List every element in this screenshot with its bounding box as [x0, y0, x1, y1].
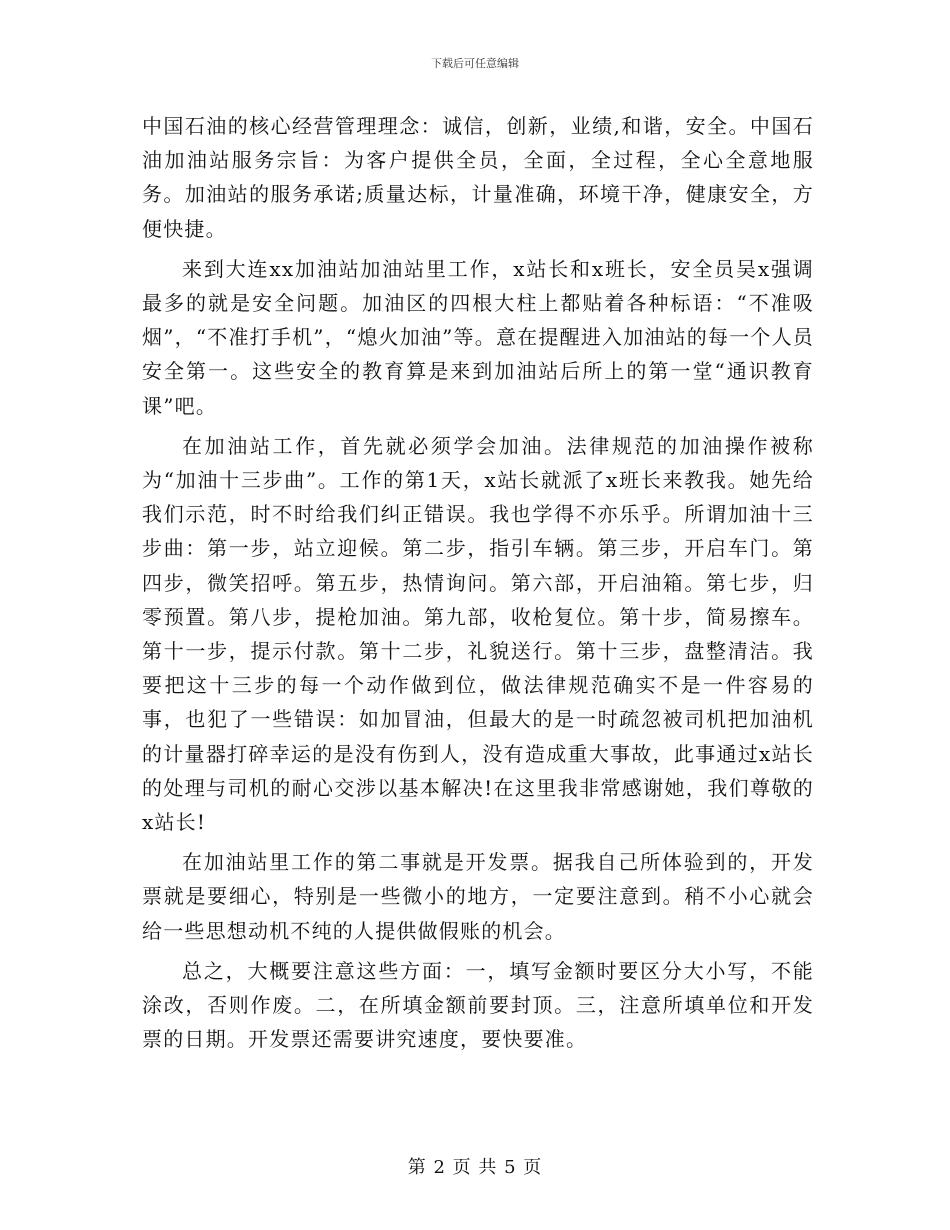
document-body: [142, 109, 814, 1062]
page-number-footer: 第 2 页 共 5 页: [407, 1157, 543, 1178]
page-header: 下载后可任意编辑: [431, 57, 519, 70]
paragraph-summary: 总之，大概要注意这些方面：一，填写金额时要区分大小写，不能涂改，否则作废。二，在所填金额前要封顶。三，注意所填单位和开发票的日期。开发票还需要讲究速度，要快要准。: [142, 958, 814, 1052]
paragraph-invoicing: 在加油站里工作的第二事就是开发票。据我自己所体验到的，开发票就是要细心，特别是一些微小的地方，一定要注意到。稍不小心就会给一些思想动机不纯的人提供做假账的机会。: [142, 850, 814, 943]
paragraph-management-philosophy: 中国石油的核心经营管理理念：诚信，创新，业绩,和谐，安全。中国石油加油站服务宗旨：为客户提供全员，全面，全过程，全心全意地服务。加油站的服务承诺;质量达标，计量准确，环境干净，健康安全，方便快捷。: [142, 114, 814, 241]
paragraph-safety: 来到大连xx加油站加油站里工作，x站长和x班长，安全员吴x强调最多的就是安全问题。加油区的四根大柱上都贴着各种标语：“不准吸烟”，“不准打手机”，“熄火加油”等。意在提醒进入加油站的每一个人员安全第一。这些安全的教育算是来到加油站后所上的第一堂“通识教育课”吧。: [142, 256, 814, 418]
paragraph-refueling-steps: 在加油站工作，首先就必须学会加油。法律规范的加油操作被称为“加油十三步曲”。工作的第1天，x站长就派了x班长来教我。她先给我们示范，时不时给我们纠正错误。我也学得不亦乐乎。所谓加油十三步曲：第一步，站立迎候。第二步，指引车辆。第三步，开启车门。第四步，微笑招呼。第五步，热情询问。第六部，开启油箱。第七步，归零预置。第八步，提枪加油。第九部，收枪复位。第十步，简易擦车。第十一步，提示付款。第十二步，礼貌送行。第十三步，盘整清洁。我要把这十三步的每一个动作做到位，做法律规范确实不是一件容易的事，也犯了一些错误：如加冒油，但最大的是一时疏忽被司机把加油机的计量器打碎幸运的是没有伤到人，没有造成重大事故，此事通过x站长的处理与司机的耐心交涉以基本解决!在这里我非常感谢她，我们尊敬的x站长!: [142, 433, 814, 835]
